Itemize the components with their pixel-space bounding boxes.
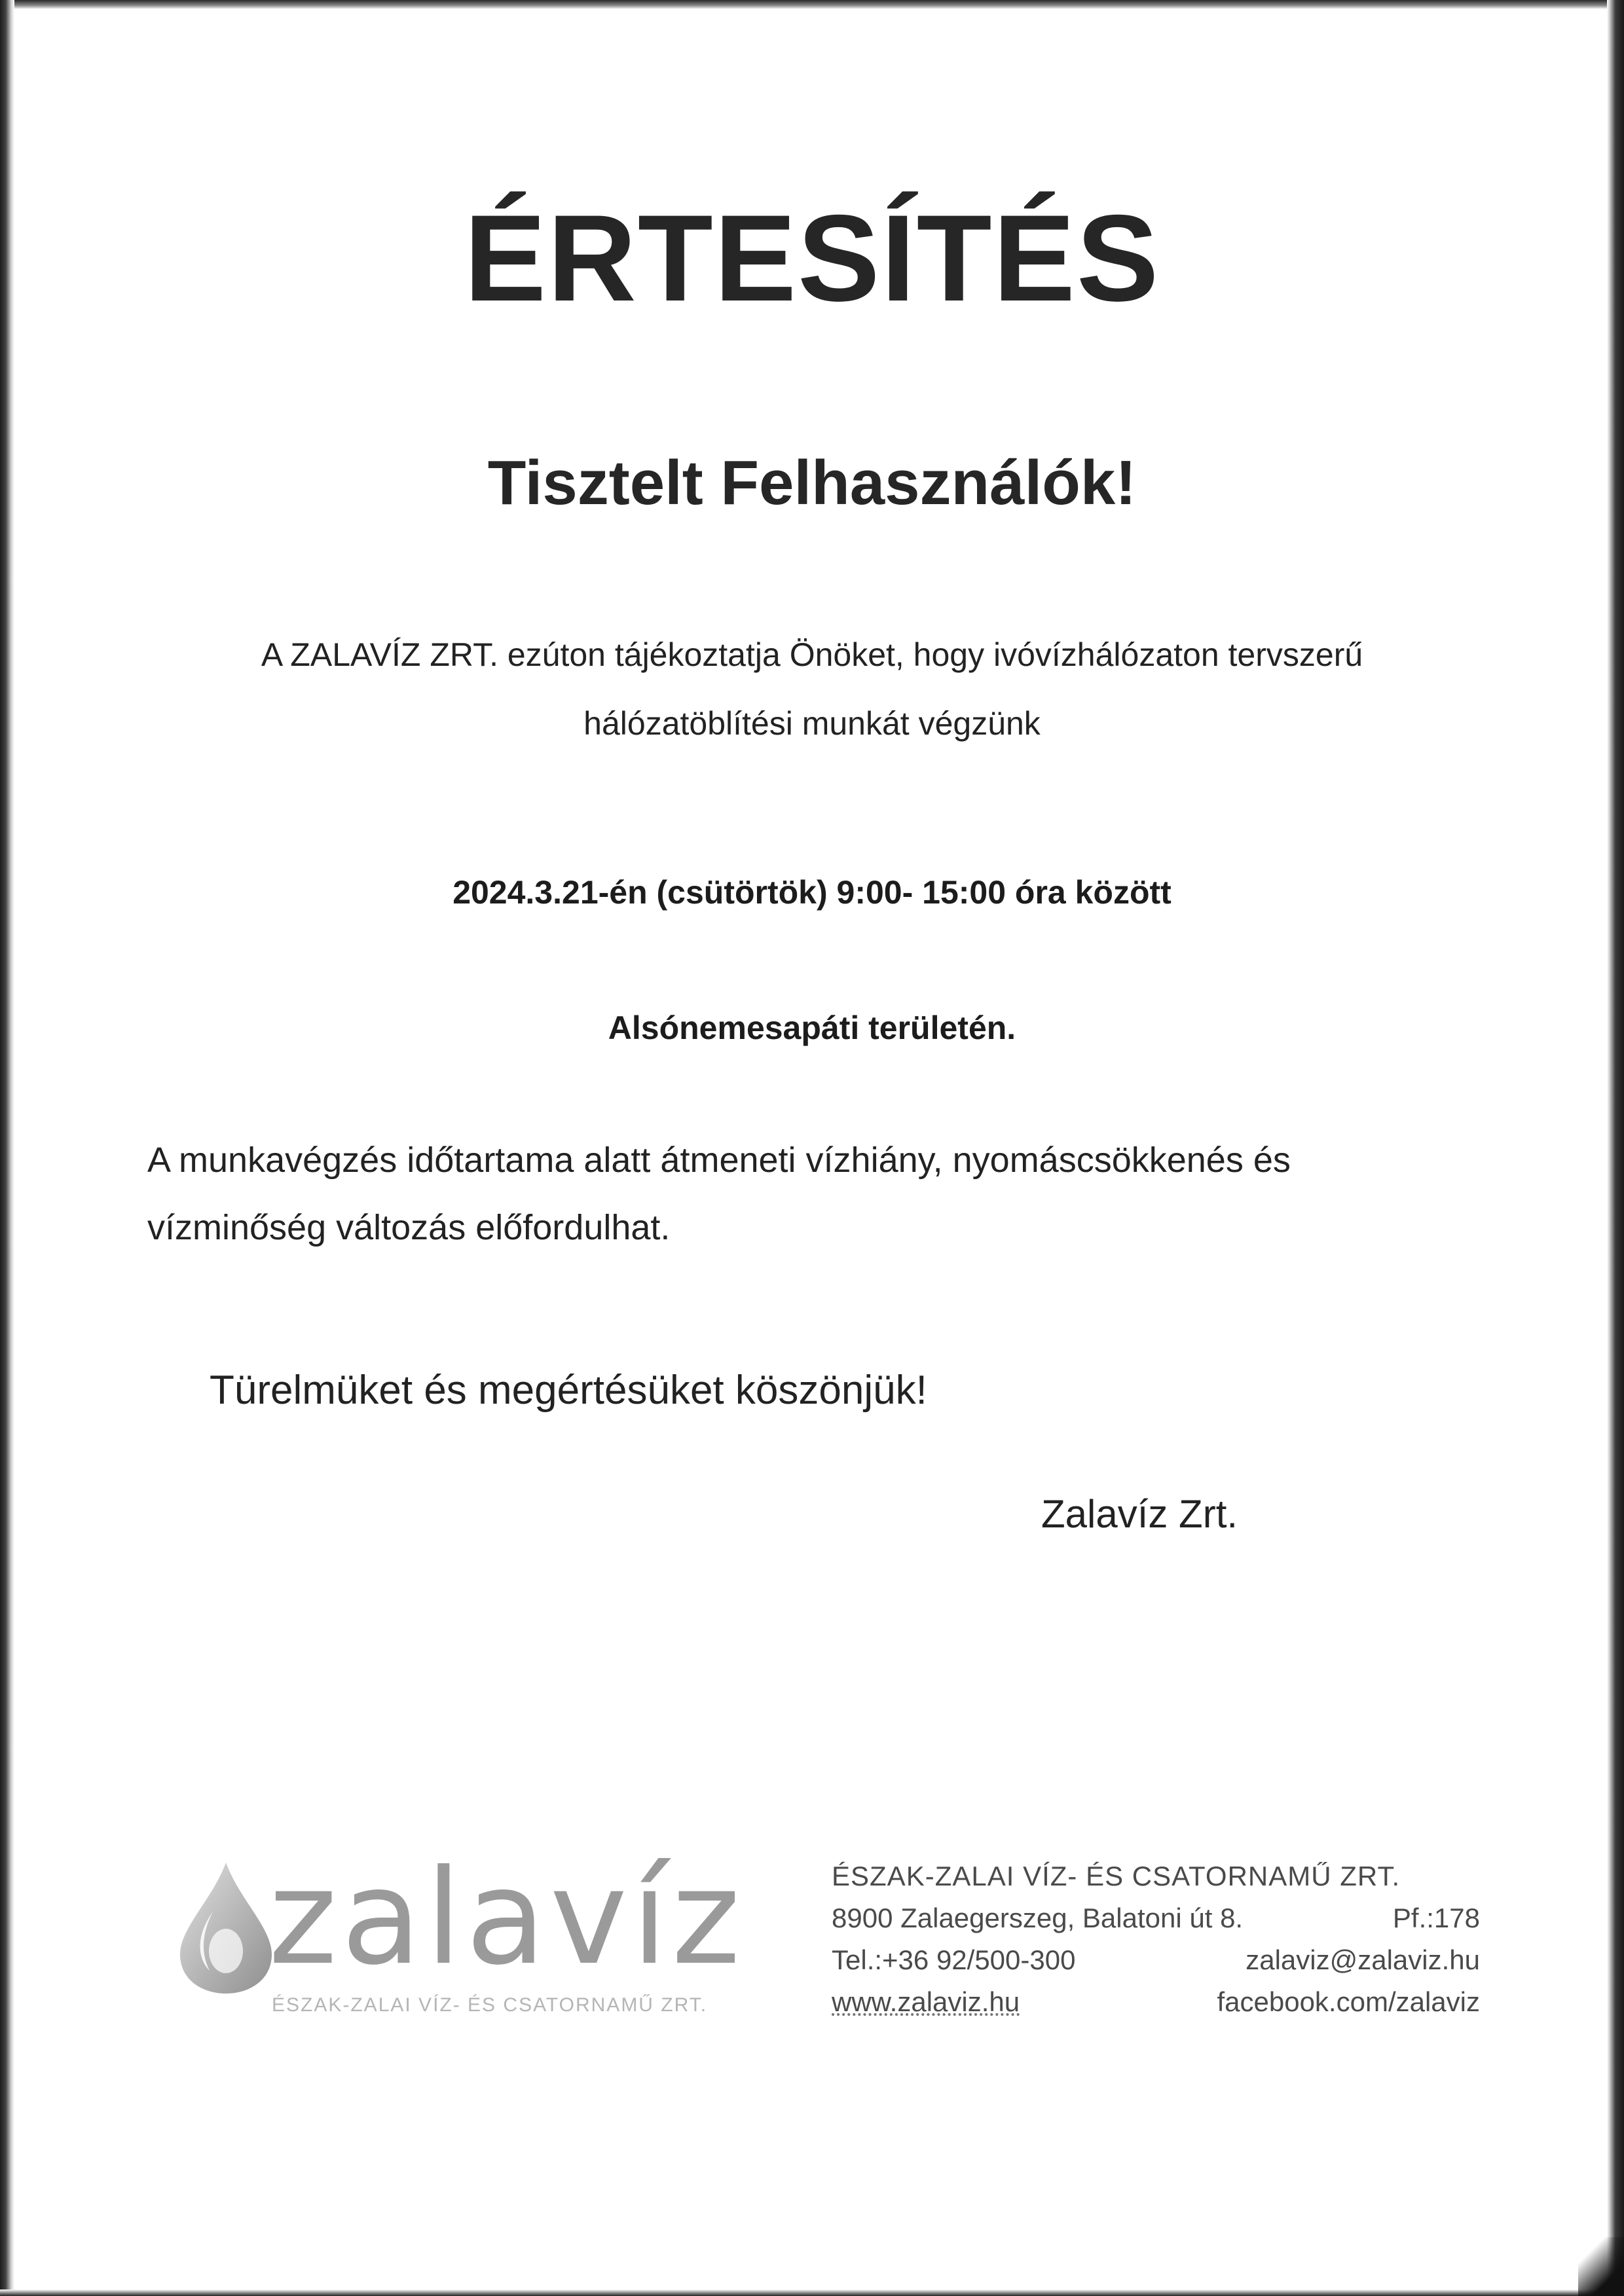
- scan-edge-left: [0, 0, 14, 2296]
- scan-edge-right: [1607, 0, 1624, 2296]
- info-paragraph-line-2: vízminőség változás előfordulhat.: [147, 1208, 671, 1247]
- phone-number: Tel.:+36 92/500-300: [832, 1944, 1076, 1975]
- page-title: ÉRTESÍTÉS: [464, 189, 1160, 327]
- intro-line-1: A ZALAVÍZ ZRT. ezúton tájékoztatja Önöket, hogy ivóvízhálózaton tervszerű: [261, 636, 1363, 673]
- po-box: Pf.:178: [1392, 1903, 1480, 1933]
- scan-edge-bottom: [0, 2289, 1624, 2296]
- intro-line-2: hálózatöblítési munkát végzünk: [583, 705, 1041, 742]
- email-address: zalaviz@zalaviz.hu: [1246, 1944, 1480, 1975]
- contact-block: [832, 1863, 1480, 2030]
- water-drop-icon: [174, 1859, 278, 1997]
- company-address: 8900 Zalaegerszeg, Balatoni út 8.: [832, 1903, 1244, 1933]
- scan-edge-top: [0, 0, 1624, 9]
- contact-row-address: [832, 1904, 1480, 1946]
- scan-corner-shadow: [1578, 2237, 1624, 2296]
- place-line: Alsónemesapáti területén.: [608, 1010, 1016, 1046]
- date-line: 2024.3.21-én (csütörtök) 9:00- 15:00 óra között: [452, 874, 1172, 911]
- salutation: Tisztelt Felhasználók!: [487, 448, 1137, 518]
- signature: Zalavíz Zrt.: [1041, 1492, 1238, 1536]
- website-link[interactable]: www.zalaviz.hu: [832, 1986, 1020, 2017]
- company-logo: [174, 1842, 763, 2030]
- company-name: ÉSZAK-ZALAI VÍZ- ÉS CSATORNAMŰ ZRT.: [832, 1861, 1401, 1891]
- logo-wordmark: zalavíz: [268, 1842, 745, 1994]
- contact-row-phone: [832, 1946, 1480, 1988]
- contact-row-web: [832, 1988, 1480, 2030]
- contact-row-company: [832, 1863, 1480, 1904]
- thanks-line: Türelmüket és megértésüket köszönjük!: [210, 1368, 927, 1413]
- facebook-link[interactable]: facebook.com/zalaviz: [1217, 1986, 1480, 2017]
- logo-subtitle: ÉSZAK-ZALAI VÍZ- ÉS CSATORNAMŰ ZRT.: [272, 1994, 708, 2016]
- info-paragraph-line-1: A munkavégzés időtartama alatt átmeneti vízhiány, nyomáscsökkenés és: [147, 1140, 1291, 1180]
